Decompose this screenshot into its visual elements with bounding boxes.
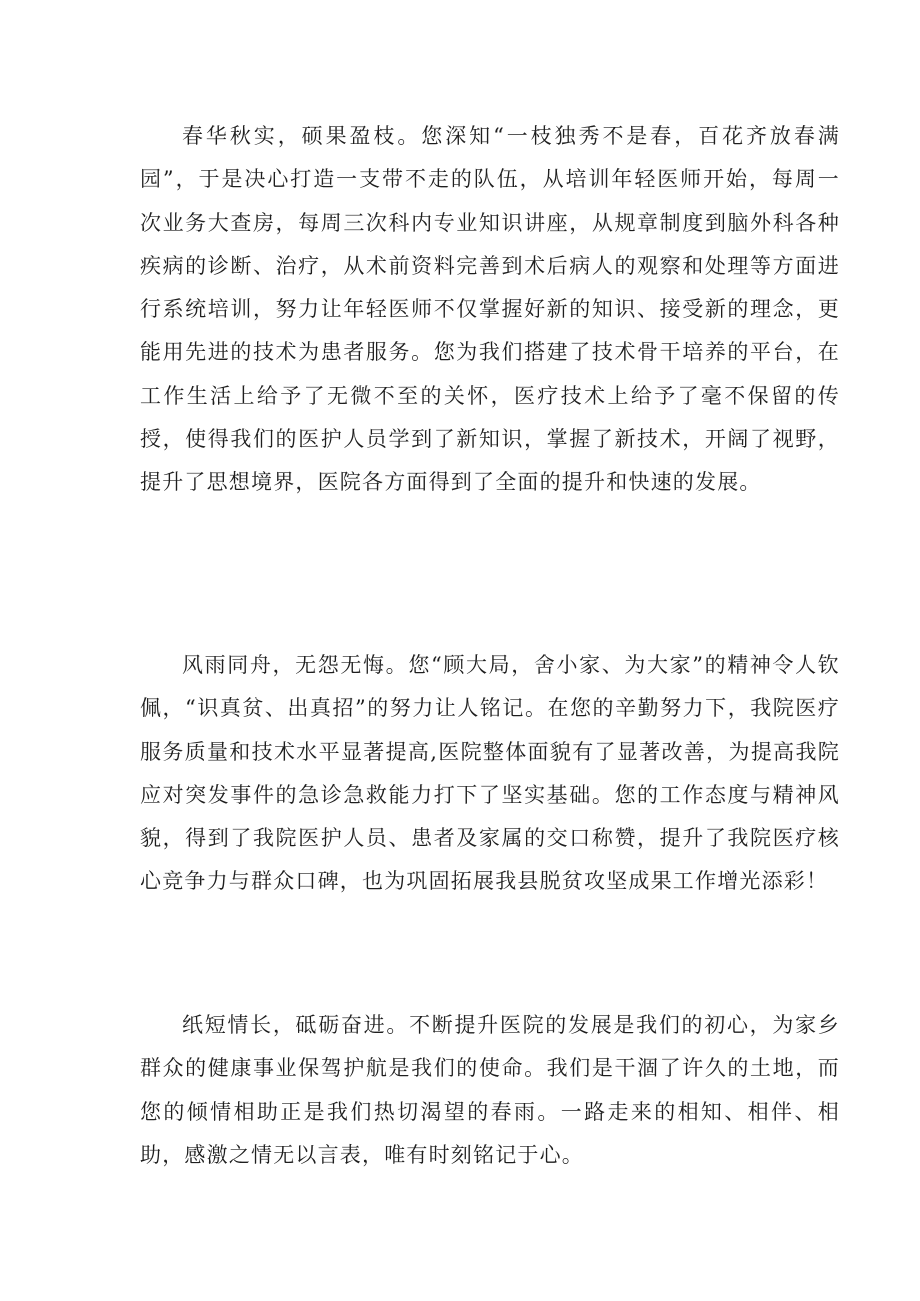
paragraph-1: 春华秋实，硕果盈枝。您深知“一枝独秀不是春，百花齐放春满园”，于是决心打造一支带不走的队伍，从培训年轻医师开始，每周一次业务大查房，每周三次科内专业知识讲座，从规章制度到脑外科各种疾病的诊断、治疗，从术前资料完善到术后病人的观察和处理等方面进行系统培训，努力让年轻医师不仅掌握好新的知识、接受新的理念，更能用先进的技术为患者服务。您为我们搭建了技术骨干培养的平台，在工作生活上给予了无微不至的关怀，医疗技术上给予了毫不保留的传授，使得我们的医护人员学到了新知识，掌握了新技术，开阔了视野，提升了思想境界，医院各方面得到了全面的提升和快速的发展。	[140, 124, 840, 495]
paragraph-3: 纸短情长，砥砺奋进。不断提升医院的发展是我们的初心，为家乡群众的健康事业保驾护航是我们的使命。我们是干涸了许久的土地，而您的倾情相助正是我们热切渴望的春雨。一路走来的相知、相伴、相助，感激之情无以言表，唯有时刻铭记于心。	[140, 1013, 840, 1167]
paragraph-2: 风雨同舟，无怨无悔。您“顾大局，舍小家、为大家”的精神令人钦佩，“识真贫、出真招”的努力让人铭记。在您的辛勤努力下，我院医疗服务质量和技术水平显著提高,医院整体面貌有了显著改善，为提高我院应对突发事件的急诊急救能力打下了坚实基础。您的工作态度与精神风貌，得到了我院医护人员、患者及家属的交口称赞，提升了我院医疗核心竞争力与群众口碑，也为巩固拓展我县脱贫攻坚成果工作增光添彩！	[140, 653, 840, 894]
